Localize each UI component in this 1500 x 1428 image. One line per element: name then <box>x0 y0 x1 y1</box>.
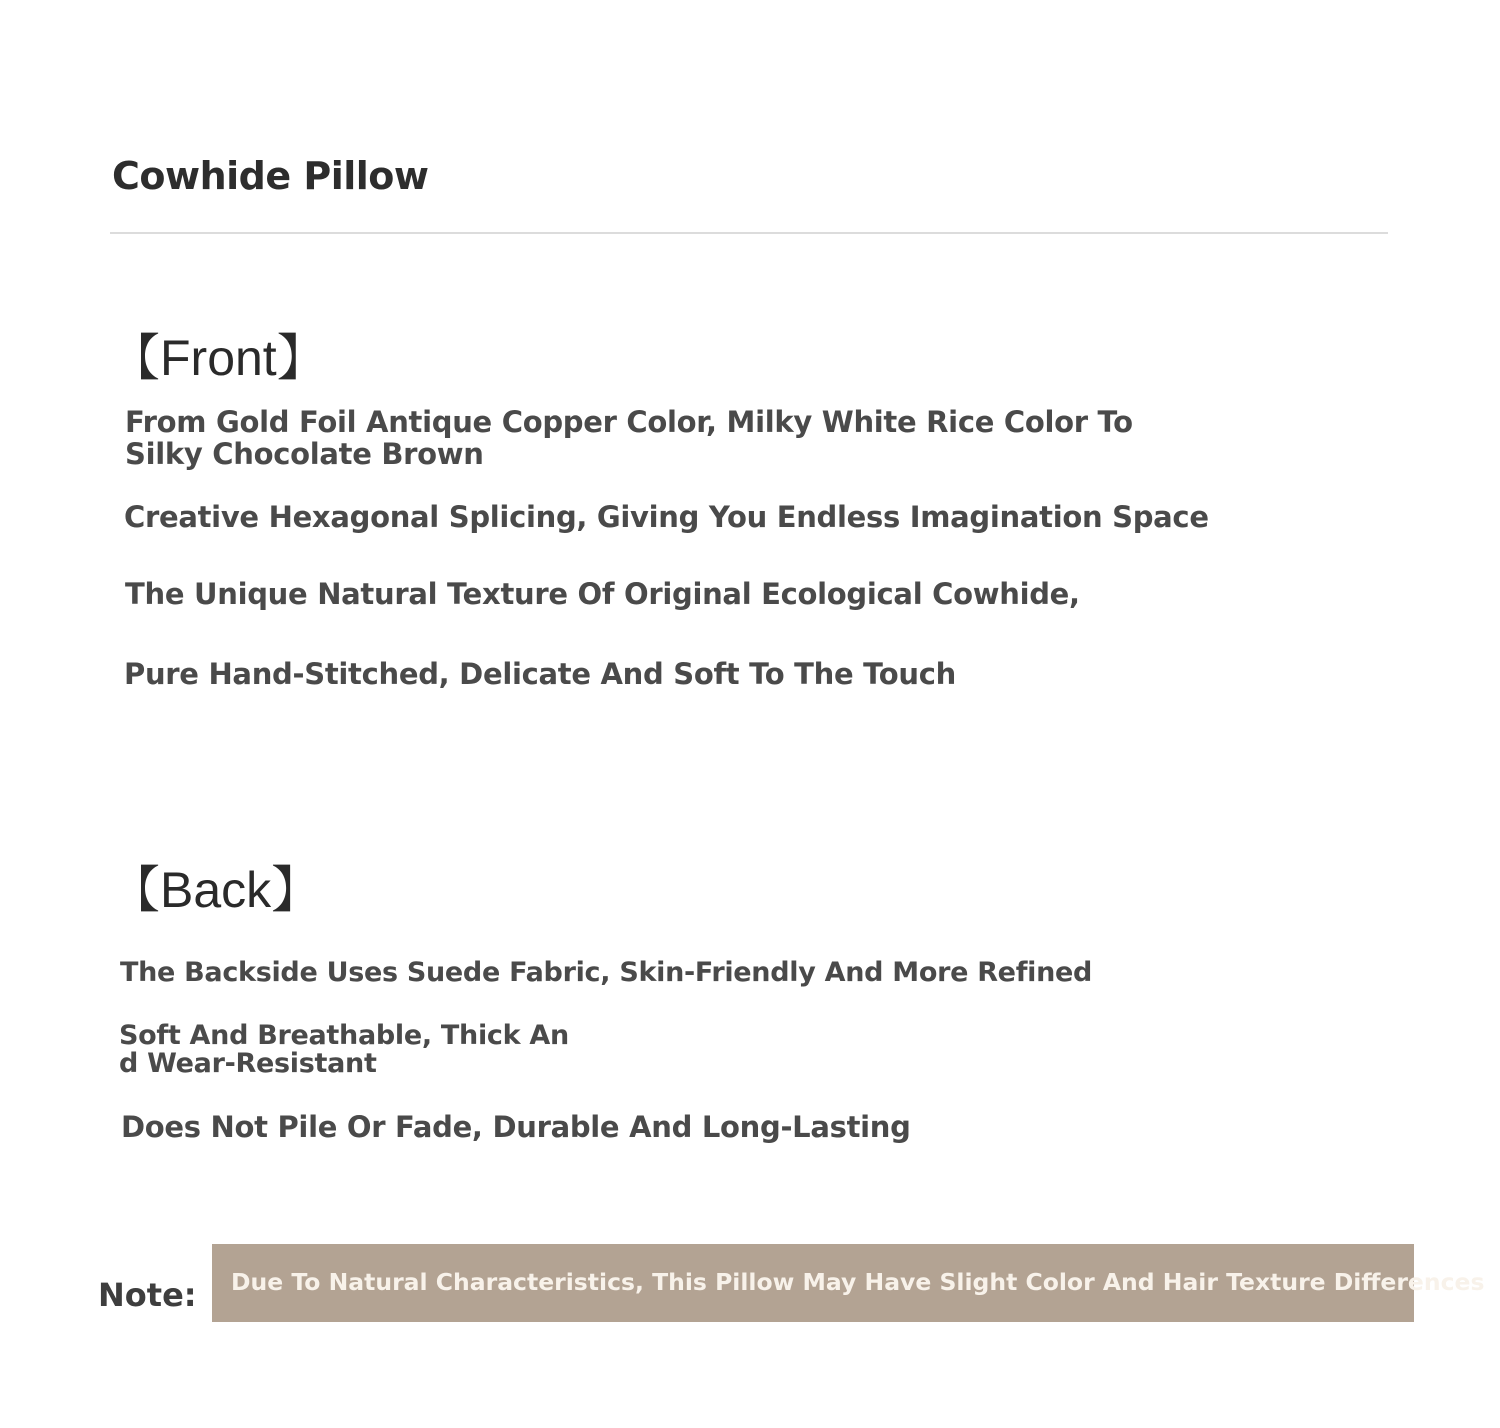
front-feature-stitched: Pure Hand-Stitched, Delicate And Soft To The Touch <box>124 657 956 691</box>
front-feature-colors: From Gold Foil Antique Copper Color, Milky White Rice Color To Silky Chocolate Brown <box>125 405 1133 471</box>
back-feature-suede: The Backside Uses Suede Fabric, Skin-Friendly And More Refined <box>120 957 1093 988</box>
back-feature-breathable: Soft And Breathable, Thick And Wear-Resistant <box>119 1020 569 1079</box>
front-feature-texture: The Unique Natural Texture Of Original Ecological Cowhide, <box>125 577 1080 611</box>
back-section-heading: 【Back】 <box>110 862 322 918</box>
title-divider <box>110 232 1388 234</box>
note-text: Due To Natural Characteristics, This Pillow May Have Slight Color And Hair Texture Differences <box>231 1268 1485 1296</box>
page-title: Cowhide Pillow <box>112 154 429 198</box>
front-section-heading: 【Front】 <box>110 330 327 386</box>
back-feature-durable: Does Not Pile Or Fade, Durable And Long-Lasting <box>121 1110 911 1144</box>
front-feature-hexagonal: Creative Hexagonal Splicing, Giving You Endless Imagination Space <box>124 500 1209 534</box>
note-label: Note: <box>98 1276 197 1314</box>
